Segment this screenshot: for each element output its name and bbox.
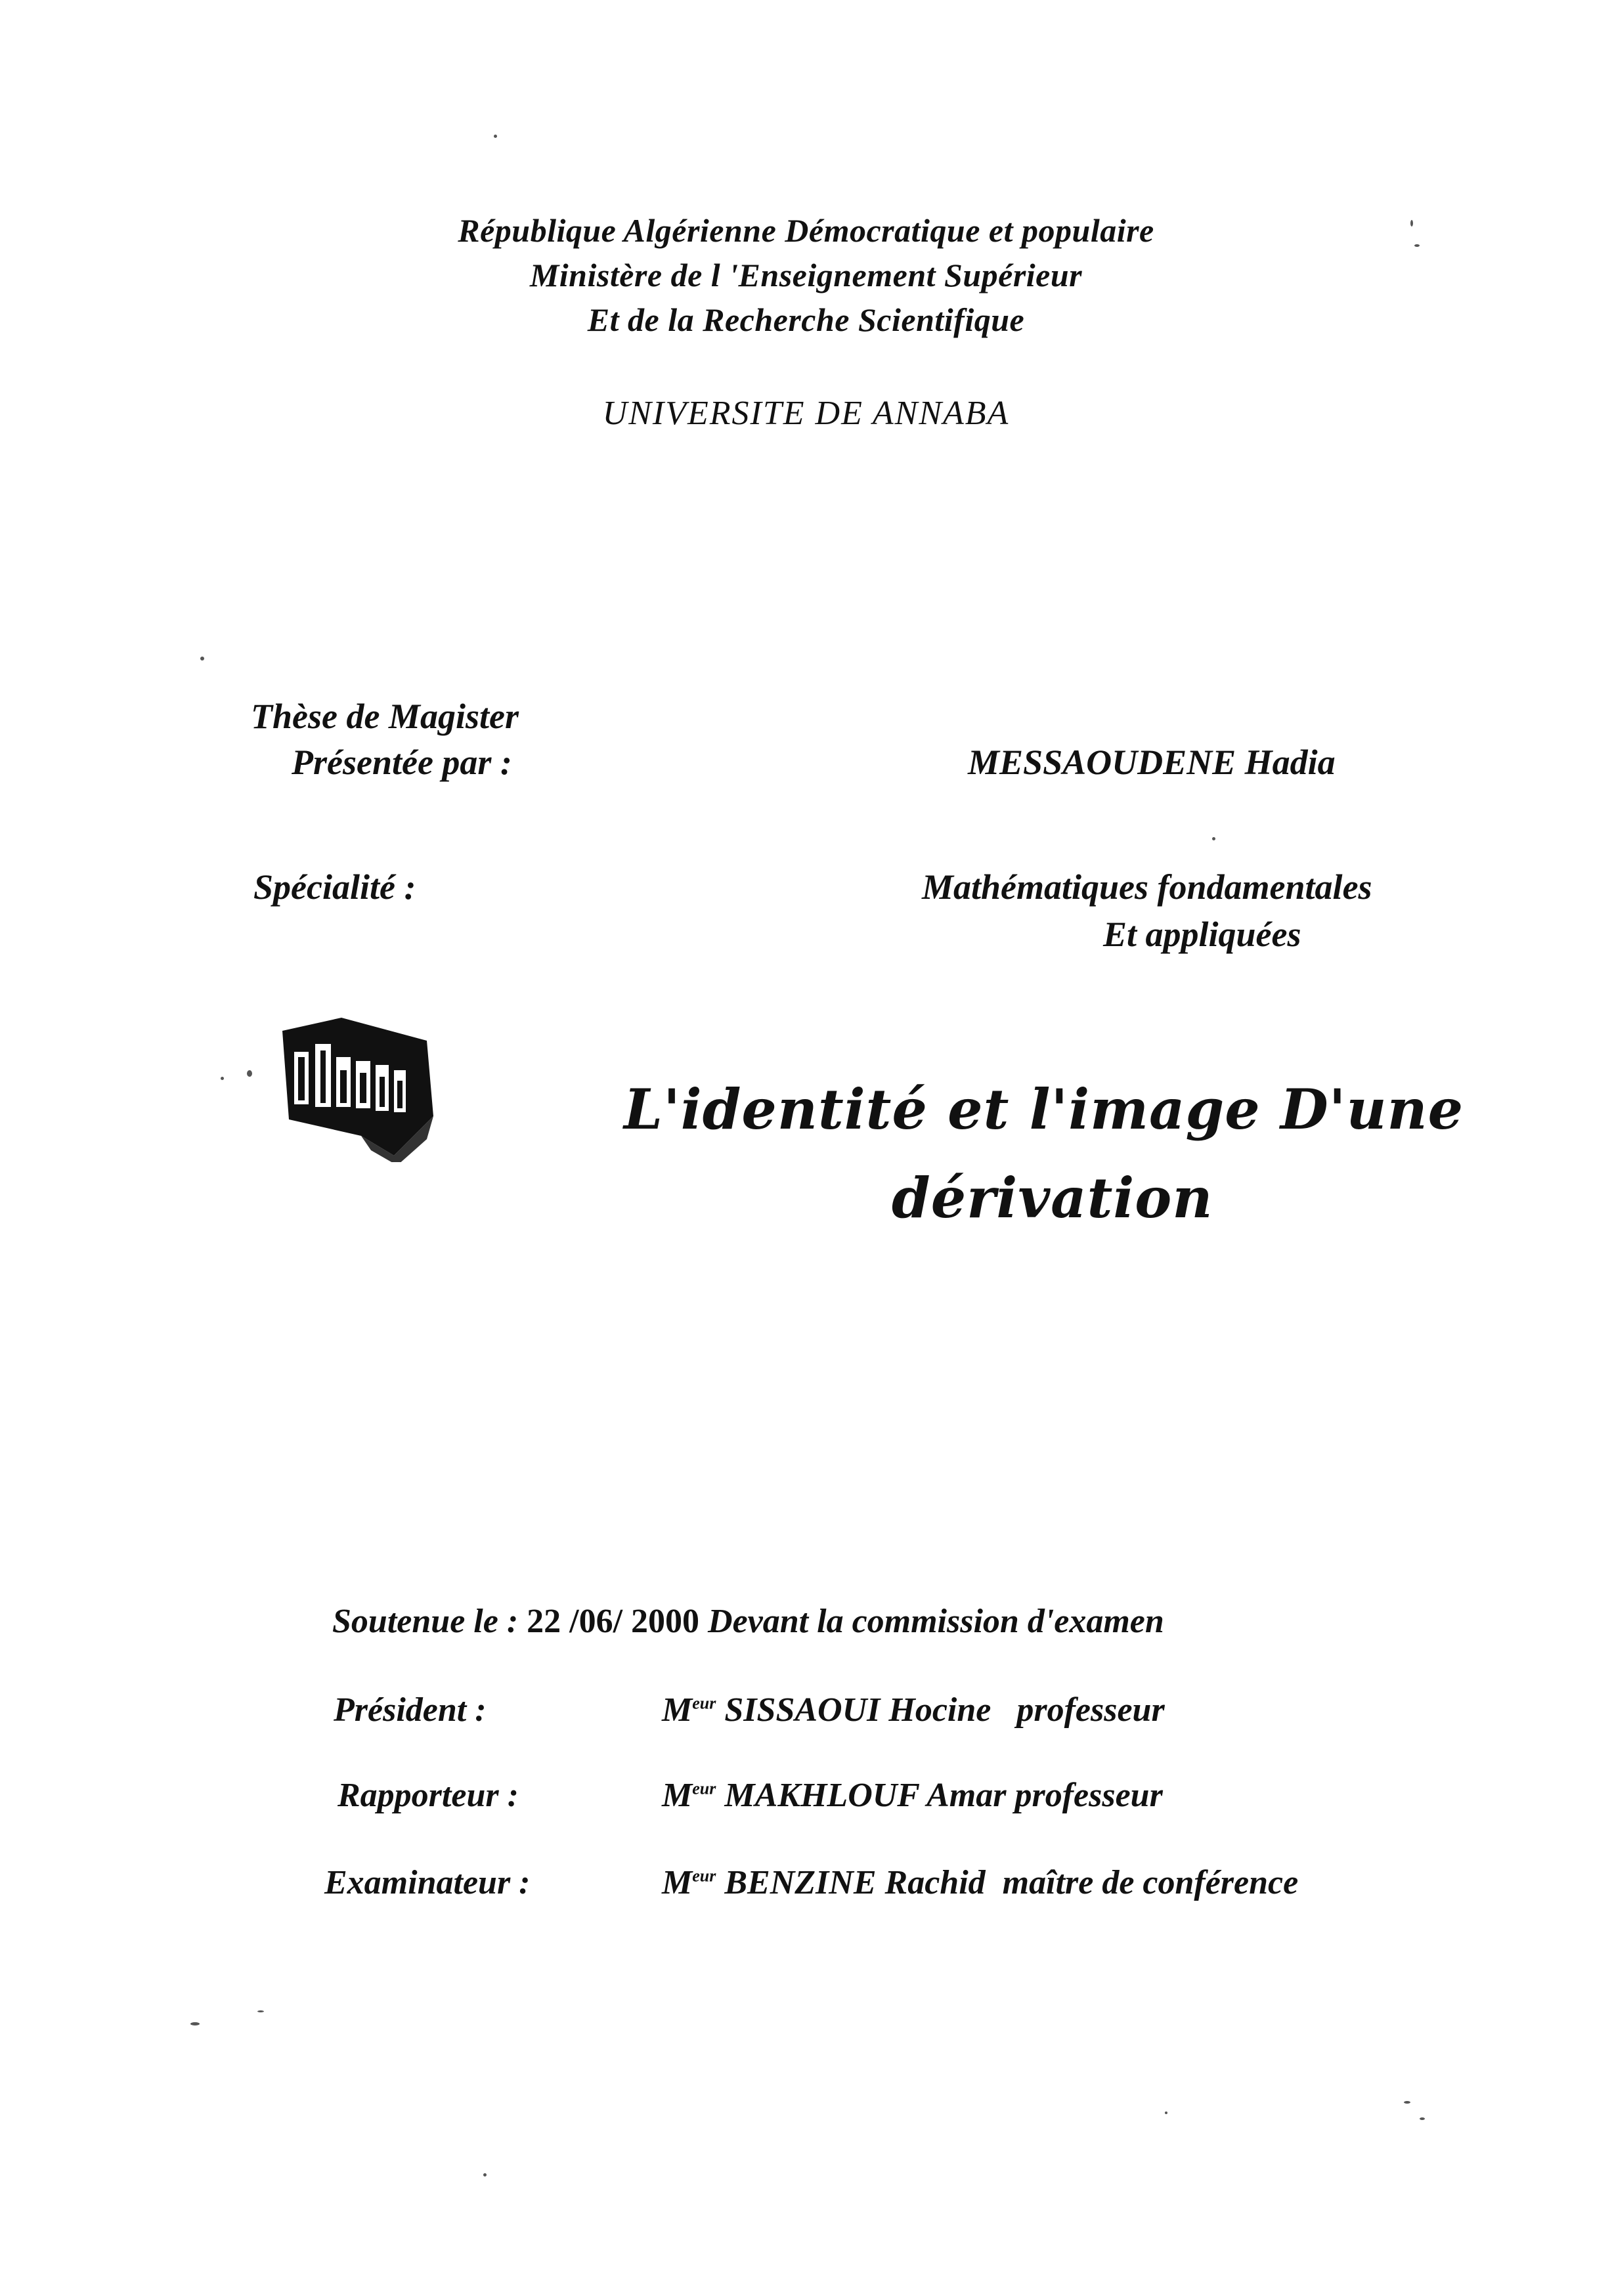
- jury-name: MAKHLOUF Amar: [724, 1777, 1007, 1814]
- presented-by-label: Présentée par :: [292, 743, 512, 782]
- jury-title-sup: eur: [692, 1866, 716, 1886]
- defense-statement: [332, 1602, 1164, 1641]
- scan-speck: [247, 1070, 252, 1077]
- thesis-title-line1: L'identité et l'image D'une: [624, 1077, 1464, 1142]
- jury-title: M: [662, 1691, 693, 1729]
- defense-date: 22 /06/ 2000: [527, 1603, 700, 1640]
- defense-before: Soutenue le :: [332, 1603, 527, 1640]
- ministry-line: Ministère de l 'Enseignement Supérieur: [529, 257, 1083, 293]
- scan-speck: [221, 1077, 224, 1080]
- thesis-type: Thèse de Magister: [251, 697, 519, 736]
- jury-position: maître de conférence: [1002, 1864, 1299, 1901]
- scan-speck: [200, 657, 204, 661]
- defense-after: Devant la commission d'examen: [699, 1603, 1164, 1640]
- university-name: UNIVERSITE DE ANNABA: [602, 395, 1010, 432]
- scan-speck: [1420, 2117, 1425, 2120]
- scan-speck: [1414, 244, 1420, 247]
- jury-name: BENZINE Rachid: [724, 1864, 986, 1901]
- scan-speck: [1212, 837, 1215, 840]
- scan-speck: [483, 2173, 487, 2177]
- scan-speck: [1410, 220, 1413, 227]
- jury-member-president: [662, 1691, 1165, 1729]
- scan-speck: [190, 2022, 200, 2025]
- jury-member-examinateur: [662, 1863, 1298, 1902]
- specialty-line2: Et appliquées: [1103, 915, 1301, 954]
- jury-role-president: Président :: [334, 1691, 487, 1729]
- specialty-label: Spécialité :: [253, 867, 416, 907]
- republic-line: République Algérienne Démocratique et populaire: [458, 212, 1154, 249]
- jury-name: SISSAOUI Hocine: [724, 1691, 991, 1729]
- specialty-line1: Mathématiques fondamentales: [922, 867, 1372, 907]
- jury-role-rapporteur: Rapporteur :: [338, 1777, 519, 1814]
- scan-speck: [494, 135, 497, 138]
- jury-title-sup: eur: [692, 1779, 716, 1798]
- jury-title: M: [662, 1777, 693, 1814]
- jury-title-sup: eur: [692, 1693, 716, 1713]
- scan-speck: [1165, 2112, 1167, 2114]
- thesis-title-line2: dérivation: [892, 1165, 1213, 1230]
- scan-speck: [1404, 2101, 1410, 2104]
- jury-title: M: [662, 1864, 693, 1901]
- scan-speck: [257, 2010, 264, 2012]
- jury-role-examinateur: Examinateur :: [324, 1864, 531, 1901]
- author-name: MESSAOUDENE Hadia: [968, 743, 1336, 782]
- jury-position: professeur: [1016, 1691, 1165, 1729]
- jury-member-rapporteur: [662, 1776, 1163, 1815]
- jury-position: professeur: [1014, 1777, 1163, 1814]
- research-line: Et de la Recherche Scientifique: [587, 301, 1025, 338]
- theme-logo-icon: [263, 1005, 460, 1162]
